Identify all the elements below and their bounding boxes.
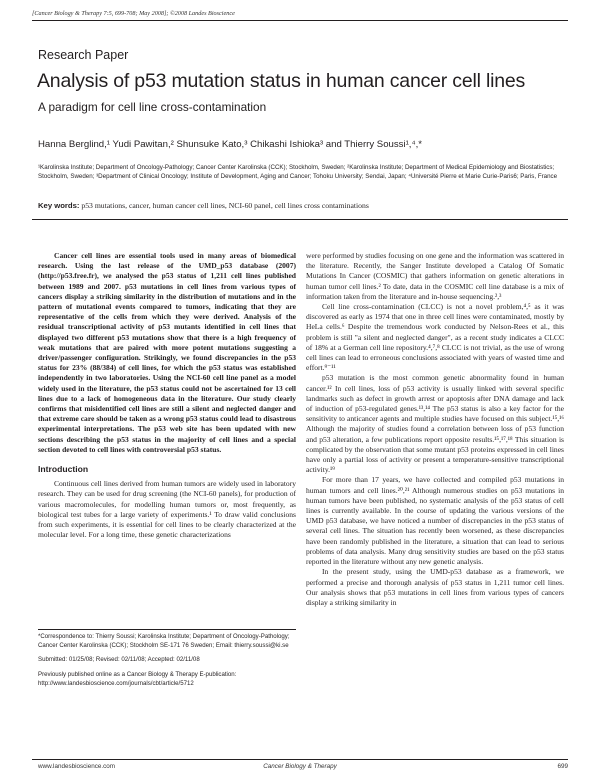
keywords-text: p53 mutations, cancer, human cancer cell lines, NCI-60 panel, cell lines cross contaminations [79, 201, 369, 210]
footer-divider [32, 759, 568, 760]
section-divider [32, 219, 568, 220]
article-title: Analysis of p53 mutation status in human cancer cell lines [37, 70, 526, 92]
footer-journal: Cancer Biology & Therapy [263, 763, 337, 770]
intro-paragraph: p53 mutation is the most common genetic abnormality found in human cancer.¹² In cell lines, loss of p53 activity is usually linked with several specific landmarks such as defect in growth arrest or apoptosis after DNA damage and lack of induction of p53-regulated genes.¹³,¹⁴ The p53 status is also a key factor for the sensitivity to anticancer agents and multiple studies have focused on this subject.¹⁵,¹⁶ Although the majority of studies found a correlation between loss of p53 function and p53 alteration, a few publications report opposite results.¹⁵,¹⁷,¹⁸ This situation is complicated by the observation that some mutant p53 proteins expressed in cell lines have only a partial loss of activity or present a temperature-sensitive transcriptional activity.¹⁹ [306, 373, 564, 475]
page-number: 699 [557, 763, 568, 770]
left-column [38, 251, 296, 540]
intro-paragraph: For more than 17 years, we have collected and compiled p53 mutations in human tumors and cell lines.²⁰,²¹ Although numerous studies on p53 mutations in human tumors have been published, no systematic analysis of the p53 status of cell lines is currently available. In the course of updating the various versions of the UMD p53 database, we have noticed a number of discrepancies in the p53 status of several cell lines. The situation has recently been worsened, as these discrepancies have been randomly published in the literature, a situation that can lead to serious problems of data analysis. Many drug sensitivity studies are based on the p53 status reported in the literature without any new genetic analysis. [306, 475, 564, 567]
right-column [306, 251, 564, 608]
header-divider [32, 20, 568, 21]
epub-note: Previously published online as a Cancer Biology & Therapy E-publication: http://www.landesbioscience.com/journals/cbt/article/5712 [38, 671, 237, 687]
footer-website: www.landesbioscience.com [38, 763, 115, 770]
footnote-divider [38, 629, 296, 630]
submission-dates: Submitted: 01/25/08; Revised: 02/11/08; Accepted: 02/11/08 [38, 656, 200, 664]
intro-paragraph: Cell line cross-contamination (CLCC) is not a novel problem,⁴,⁵ as it was discovered as early as 1974 that one in three cell lines were contaminated, mostly by HeLa cells.⁶ Despite the tremendous work conducted by Nelson-Rees et al., this problem is still "a silent and neglected danger", as a recent study indicates a CLCC of 18% at a German cell line repository.⁴,⁷,⁸ CLCC is not trivial, as the use of wrong cell lines can lead to erroneous conclusions associated with years of wasted time and effort.⁹⁻¹¹ [306, 302, 564, 373]
author-list: Hanna Berglind,¹ Yudi Pawitan,² Shunsuke Kato,³ Chikashi Ishioka³ and Thierry Soussi¹,⁴,* [38, 139, 422, 150]
affiliations: ¹Karolinska Institute; Department of Oncology-Pathology; Cancer Center Karolinska (CCK); Stockholm, Sweden; ²Karolinska Institute; Department of Medical Epidemiology and Biostatistics; Stockholm, Sweden; ³Department of Clinical Oncology; Institute of Development, Aging and Cancer; Tohoku University; Sendai, Japan; ⁴Université Pierre et Marie Curie-Paris6; Paris, France [38, 164, 558, 180]
correspondence-note: *Correspondence to: Thierry Soussi; Karolinska Institute; Department of Oncology-Pathology; Cancer Center Karolinska (CCK); Stockholm SE-171 76 Sweden; Email: thierry.soussi@ki.se [38, 633, 290, 649]
journal-citation: [Cancer Biology & Therapy 7:5, 699-708; May 2008]; ©2008 Landes Bioscience [32, 10, 235, 17]
article-type: Research Paper [38, 48, 129, 62]
intro-paragraph-continued: were performed by studies focusing on one gene and the information was scattered in the literature. Recently, the Sanger Institute developed a Catalog Of Somatic Mutations In Cancer (COSMIC) that gathers information on genetic alterations in human tumor cell lines.² To date, data in the COSMIC cell line database is a mix of information taken from the literature and in-house sequencing.²,³ [306, 251, 564, 301]
keywords [38, 201, 568, 210]
keywords-label: Key words: [38, 201, 80, 210]
intro-paragraph: In the present study, using the UMD-p53 database as a framework, we performed a precise and thorough analysis of p53 status in 1,211 tumor cell lines. Our analysis shows that p53 mutations in cell lines from various types of cancers display a striking similarity in [306, 567, 564, 607]
article-subtitle: A paradigm for cell line cross-contamination [38, 100, 267, 114]
abstract: Cancer cell lines are essential tools used in many areas of biomedical research. Using the last release of the UMD_p53 database (2007) (http://p53.free.fr), we analysed the p53 status of 1,211 cell lines published between 1989 and 2007. p53 mutations in cell lines from various types of cancers display a striking similarity in the distribution of mutations and in the pattern of mutational events compared to tumors, indicating that they are representative of the cells from which they were derived. Analysis of the residual transcriptional activity of p53 mutants identified in cell lines that displayed two different p53 mutations show that there is a high frequency of weak mutations that are paired with more potent mutations suggesting a driver/passenger configuration. Strikingly, we found discrepancies in the p53 status for 23% (88/384) of cell lines, for which the p53 status was established independently in two laboratories. Using the NCI-60 cell line panel as a model widely used in the literature, the p53 status could not be ascertained for 13 cell lines due to a lack of homogeneous data in the literature. Our study clearly confirms that misidentified cell lines are still a silent and neglected danger and that extreme care should be taken as a wrong p53 status could lead to disastrous experimental interpretations. The p53 web site has been updated with new sections describing the p53 status in the majority of cell lines and a special section devoted to cell lines with controversial p53 status. [38, 251, 296, 454]
footnotes [38, 633, 296, 695]
intro-paragraph: Continuous cell lines derived from human tumors are widely used in laboratory research. They can be used for drug screening (the NCI-60 panels), for production of various macromolecules, for modelling human tumors or, most frequently, as biological test tubes for a large variety of experiments.¹ To draw valid conclusions from such experiments, it is essential for cell lines to be clearly characterized at the molecular level. For a long time, these genetic characterizations [38, 479, 296, 540]
introduction-heading: Introduction [38, 464, 89, 475]
